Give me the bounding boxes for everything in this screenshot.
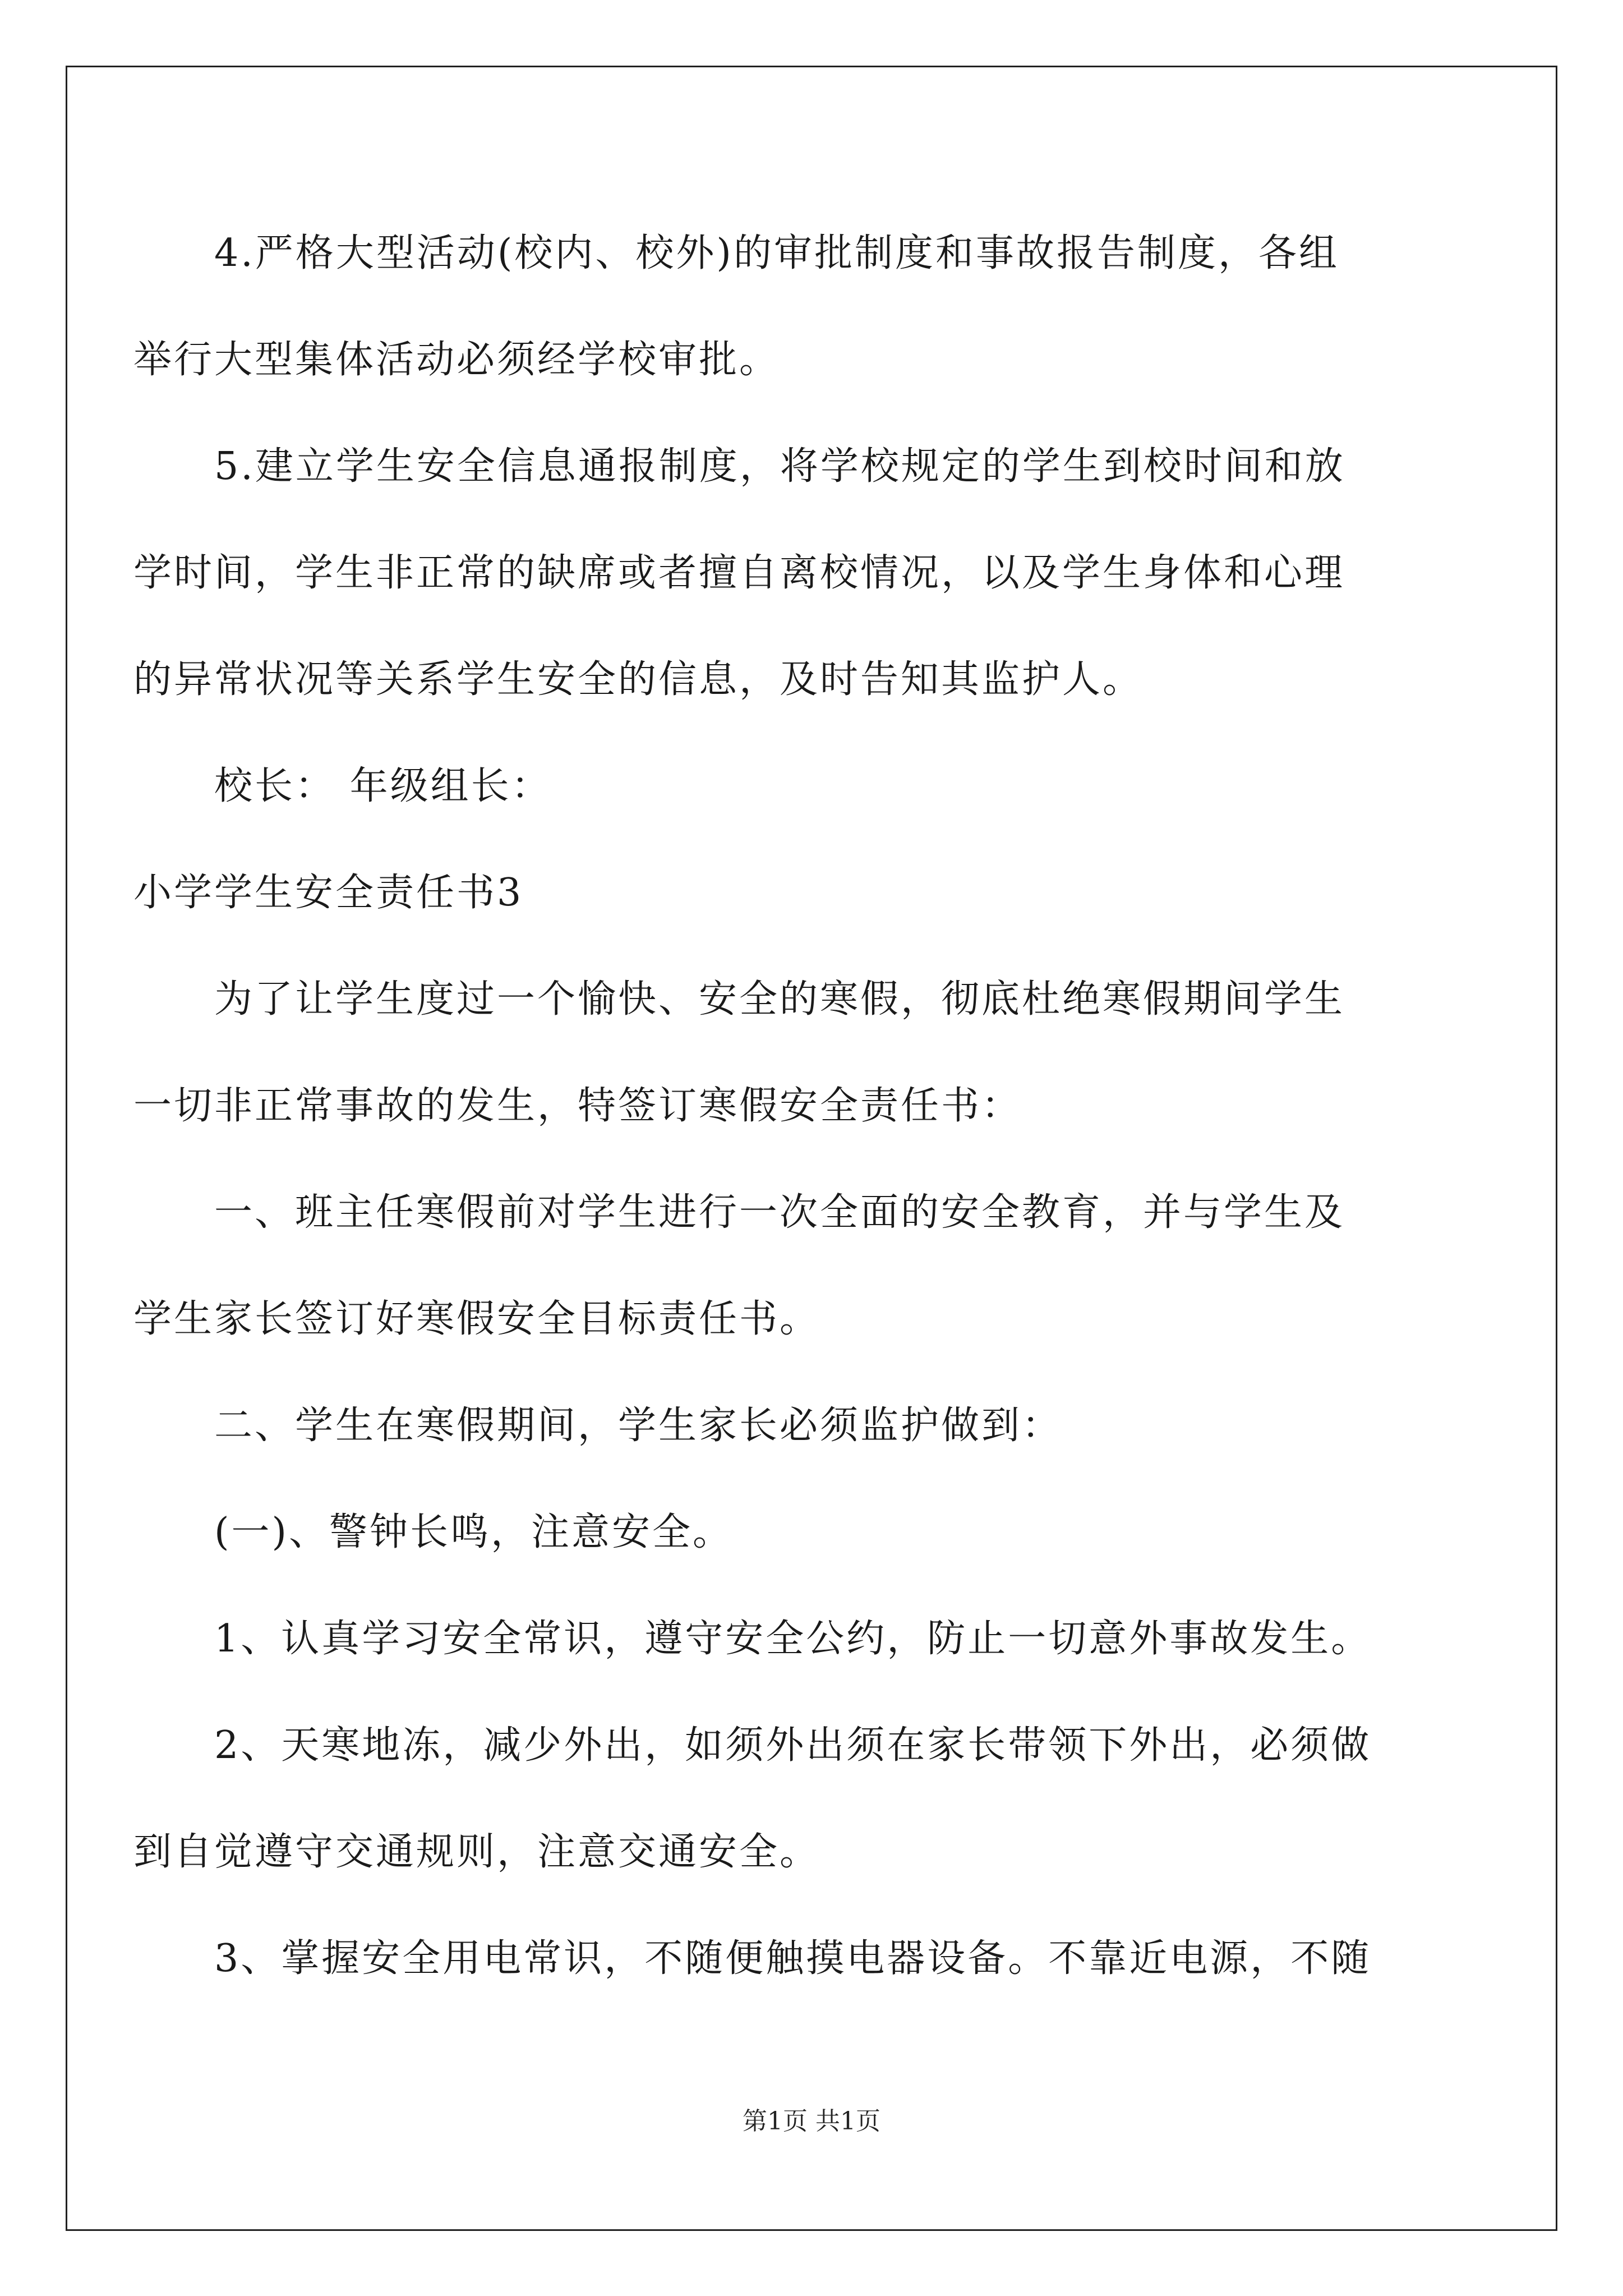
signature-line: 校长： 年级组长： (214, 764, 552, 808)
text-line: 学时间，学生非正常的缺席或者擅自离校情况，以及学生身体和心理 (133, 551, 1345, 595)
text-line: 到自觉遵守交通规则，注意交通安全。 (133, 1830, 820, 1874)
text-line: 学生家长签订好寒假安全目标责任书。 (133, 1297, 820, 1341)
text-line: 1、认真学习安全常识，遵守安全公约，防止一切意外事故发生。 (214, 1617, 1372, 1661)
text-line: 一、班主任寒假前对学生进行一次全面的安全教育，并与学生及 (214, 1190, 1345, 1235)
text-line: 的异常状况等关系学生安全的信息，及时告知其监护人。 (133, 657, 1144, 702)
text-line: 2、天寒地冻，减少外出，如须外出须在家长带领下外出，必须做 (214, 1723, 1372, 1768)
text-line: 5.建立学生安全信息通报制度，将学校规定的学生到校时间和放 (214, 444, 1345, 489)
text-line: 为了让学生度过一个愉快、安全的寒假，彻底杜绝寒假期间学生 (214, 977, 1345, 1022)
text-line: 二、学生在寒假期间，学生家长必须监护做到： (214, 1404, 1063, 1448)
page-number-footer: 第1页 共1页 (743, 2107, 880, 2136)
text-line: 举行大型集体活动必须经学校审批。 (133, 338, 780, 382)
text-line: 4.严格大型活动(校内、校外)的审批制度和事故报告制度，各组 (214, 231, 1339, 275)
text-line: 一切非正常事故的发生，特签订寒假安全责任书： (133, 1084, 1022, 1128)
page-border (66, 66, 1557, 2231)
text-line: 3、掌握安全用电常识，不随便触摸电器设备。不靠近电源，不随 (214, 1936, 1372, 1981)
section-title: 小学学生安全责任书3 (133, 871, 524, 915)
text-line: (一)、警钟长鸣，注意安全。 (214, 1510, 734, 1554)
